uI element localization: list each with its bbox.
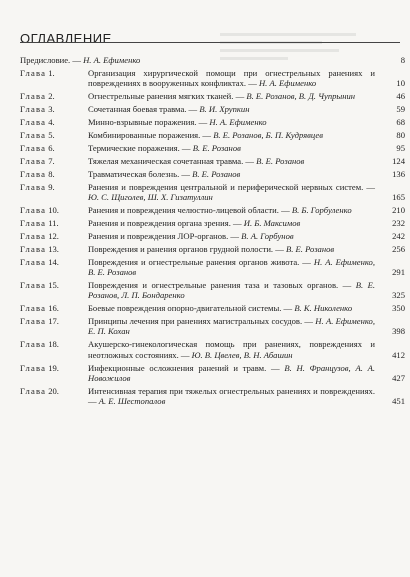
chapter-label	[20, 386, 88, 407]
chapter-label	[20, 231, 88, 241]
entry-title-text: Комбинированные поражения. —	[88, 129, 212, 140]
chapter-label	[20, 339, 88, 360]
entry-title-text: Тяжелая механическая сочетанная травма. —	[88, 155, 254, 166]
chapter-label	[20, 169, 88, 179]
chapter-word: Глава	[20, 256, 47, 267]
entry-author: В. И. Хрупкин	[199, 104, 250, 115]
chapter-word: Глава	[20, 316, 47, 327]
chapter-word: Глава	[20, 204, 47, 215]
toc-entry-chapter[interactable]	[20, 182, 405, 203]
entry-title	[20, 55, 383, 65]
entry-title-text: Принципы лечения при ранениях магистральных сосудов. —	[88, 316, 313, 327]
chapter-number: 7.	[48, 155, 55, 166]
chapter-number: 20.	[48, 385, 59, 396]
entry-page-number: 136	[392, 168, 405, 179]
entry-title-text: Ранения и повреждения органа зрения. —	[88, 217, 242, 228]
toc-entry-chapter[interactable]	[20, 104, 405, 114]
chapter-label	[20, 130, 88, 140]
toc-entry-chapter[interactable]	[20, 68, 405, 89]
chapter-word: Глава	[20, 104, 47, 115]
chapter-number: 1.	[48, 67, 55, 78]
chapter-number: 16.	[48, 303, 59, 314]
chapter-word: Глава	[20, 168, 47, 179]
entry-author: В. Е. Розанов, Б. П. Кудрявцев	[213, 129, 323, 140]
toc-entry-chapter[interactable]	[20, 386, 405, 407]
entry-title-text: Организация хирургической помощи при огнестрельных ранениях и повреждениях в вооруженных конфликтах. —	[88, 67, 375, 89]
entry-page-number: 427	[392, 373, 405, 384]
entry-page-number: 10	[396, 78, 405, 89]
entry-page-number: 291	[392, 266, 405, 277]
chapter-label	[20, 257, 88, 278]
chapter-word: Глава	[20, 279, 47, 290]
entry-title-text: Боевые повреждения опорно-двигательной системы. —	[88, 303, 293, 314]
entry-title	[88, 257, 383, 278]
entry-title	[88, 91, 383, 101]
entry-title-text: Ранения и повреждения ЛОР-органов. —	[88, 230, 239, 241]
entry-page-number: 412	[392, 349, 405, 360]
chapter-number: 9.	[48, 181, 55, 192]
chapter-number: 15.	[48, 279, 59, 290]
chapter-word: Глава	[20, 142, 47, 153]
entry-title-text: Инфекционные осложнения ранений и травм. —	[88, 362, 280, 373]
chapter-label	[20, 182, 88, 203]
entry-author: В. Б. Горбуленко	[291, 204, 352, 215]
chapter-number: 11.	[48, 217, 59, 228]
chapter-label	[20, 156, 88, 166]
entry-author: В. К. Николенко	[294, 303, 353, 314]
entry-title	[88, 182, 383, 203]
entry-title	[88, 244, 383, 254]
entry-title-text: Повреждения и ранения органов грудной полости. —	[88, 243, 284, 254]
toc-entry-chapter[interactable]	[20, 303, 405, 313]
chapter-label	[20, 280, 88, 301]
chapter-label	[20, 143, 88, 153]
chapter-number: 19.	[48, 362, 59, 373]
entry-author: И. Б. Максимов	[243, 217, 301, 228]
entry-title-text: Акушерско-гинекологическая помощь при ранениях, повреждениях и неотложных состояниях. —	[88, 339, 375, 360]
entry-page-number: 256	[392, 243, 405, 254]
entry-title-text: Минно-взрывные поражения. —	[88, 117, 208, 128]
entry-author: В. Е. Розанов, Л. П. Бондаренко	[88, 279, 375, 301]
chapter-word: Глава	[20, 385, 47, 396]
entry-author: В. Е. Розанов	[192, 142, 241, 153]
table-of-contents	[20, 55, 405, 409]
entry-page-number: 46	[396, 91, 405, 102]
entry-title	[88, 316, 383, 337]
entry-page-number: 232	[392, 217, 405, 228]
toc-entry-chapter[interactable]	[20, 231, 405, 241]
chapter-number: 6.	[48, 142, 55, 153]
entry-author: Н. А. Ефименко	[83, 55, 141, 65]
entry-title-text: Огнестрельные ранения мягких тканей. —	[88, 91, 245, 102]
entry-title	[88, 303, 383, 313]
toc-entry-chapter[interactable]	[20, 280, 405, 301]
entry-title	[88, 231, 383, 241]
chapter-word: Глава	[20, 129, 47, 140]
entry-title	[88, 218, 383, 228]
entry-title	[88, 205, 383, 215]
toc-entry-chapter[interactable]	[20, 169, 405, 179]
chapter-label	[20, 205, 88, 215]
chapter-word: Глава	[20, 181, 47, 192]
chapter-word: Глава	[20, 217, 47, 228]
chapter-label	[20, 117, 88, 127]
entry-author: А. Е. Шестопалов	[98, 396, 166, 407]
chapter-number: 5.	[48, 129, 55, 140]
entry-page-number: 325	[392, 290, 405, 301]
entry-title-text: Термические поражения. —	[88, 142, 191, 153]
entry-author: В. Е. Розанов, В. Д. Чупрынин	[246, 91, 356, 102]
chapter-label	[20, 104, 88, 114]
entry-title-text: Предисловие. —	[20, 55, 81, 65]
chapter-word: Глава	[20, 230, 47, 241]
chapter-number: 18.	[48, 339, 59, 350]
entry-author: Н. А. Ефименко	[209, 117, 267, 128]
entry-page-number: 95	[396, 142, 405, 153]
chapter-label	[20, 68, 88, 89]
entry-title	[88, 156, 383, 166]
entry-author: Н. А. Ефименко, В. Е. Розанов	[88, 256, 376, 277]
entry-title	[88, 130, 383, 140]
chapter-number: 2.	[48, 91, 55, 102]
chapter-label	[20, 218, 88, 228]
chapter-word: Глава	[20, 67, 47, 78]
entry-page-number: 242	[392, 230, 405, 241]
toc-entry-chapter[interactable]	[20, 156, 405, 166]
chapter-word: Глава	[20, 303, 47, 314]
entry-page-number: 165	[392, 191, 405, 202]
entry-title-text: Ранения и повреждения центральной и периферической нервных систем. —	[88, 181, 375, 192]
toc-entry-chapter[interactable]	[20, 257, 405, 278]
toc-entry-chapter[interactable]	[20, 143, 405, 153]
entry-author: Ю. С. Щиголев, Ш. Х. Гизатуллин	[88, 191, 213, 202]
entry-page-number: 398	[392, 326, 405, 337]
entry-author: В. Н. Французов, А. А. Новожилов	[88, 362, 375, 384]
toc-entry-chapter[interactable]	[20, 91, 405, 101]
chapter-number: 17.	[48, 316, 59, 327]
chapter-word: Глава	[20, 155, 47, 166]
entry-page-number: 124	[392, 155, 405, 166]
toc-entry-chapter[interactable]	[20, 130, 405, 140]
entry-title-text: Травматическая болезнь. —	[88, 168, 190, 179]
entry-page-number: 8	[400, 55, 405, 65]
chapter-word: Глава	[20, 362, 47, 373]
entry-author: В. Е. Розанов	[285, 243, 335, 254]
entry-page-number: 68	[396, 117, 405, 128]
entry-title	[88, 68, 383, 89]
entry-title-text: Повреждения и огнестрельные ранения органов живота. —	[88, 256, 311, 267]
toc-entry-chapter[interactable]	[20, 363, 405, 384]
chapter-number: 13.	[48, 243, 59, 254]
chapter-word: Глава	[20, 117, 47, 128]
entry-page-number: 80	[396, 129, 405, 140]
entry-author: Н. А. Ефименко, Е. П. Кохан	[88, 316, 375, 337]
chapter-number: 4.	[48, 117, 55, 128]
entry-title	[88, 280, 383, 301]
chapter-number: 10.	[48, 204, 59, 215]
chapter-word: Глава	[20, 339, 47, 350]
chapter-number: 14.	[48, 256, 59, 267]
chapter-number: 8.	[48, 168, 55, 179]
toc-entry-chapter[interactable]	[20, 218, 405, 228]
toc-entry-chapter[interactable]	[20, 339, 405, 360]
chapter-label	[20, 91, 88, 101]
entry-title	[88, 363, 383, 384]
entry-page-number: 350	[392, 303, 405, 314]
entry-title	[88, 104, 383, 114]
chapter-number: 3.	[48, 104, 55, 115]
entry-title	[88, 386, 383, 407]
entry-title-text: Повреждения и огнестрельные ранения таза и тазовых органов. —	[88, 279, 352, 290]
entry-title-text: Сочетанная боевая травма. —	[88, 104, 198, 115]
entry-title	[88, 143, 383, 153]
entry-author: В. Е. Розанов	[256, 155, 305, 166]
entry-author: В. Е. Розанов	[192, 168, 241, 179]
entry-page-number: 451	[392, 396, 405, 407]
chapter-label	[20, 244, 88, 254]
entry-author: Н. А. Ефименко	[258, 78, 317, 89]
entry-title	[88, 117, 383, 127]
entry-title	[88, 339, 383, 360]
chapter-label	[20, 363, 88, 384]
toc-entry-chapter[interactable]	[20, 244, 405, 254]
toc-entry-chapter[interactable]	[20, 205, 405, 215]
chapter-label	[20, 316, 88, 337]
chapter-word: Глава	[20, 91, 47, 102]
entry-title	[88, 169, 383, 179]
entry-page-number: 210	[392, 204, 405, 215]
toc-entry-preface[interactable]	[20, 55, 405, 65]
entry-title-text: Интенсивная терапия при тяжелых огнестрельных ранениях и повреждениях. —	[88, 385, 375, 407]
entry-title-text: Ранения и повреждения челюстно-лицевой области. —	[88, 204, 290, 215]
toc-heading: ОГЛАВЛЕНИЕ	[20, 30, 112, 46]
entry-author: Ю. В. Цвелев, В. Н. Абашин	[191, 349, 293, 360]
chapter-label	[20, 303, 88, 313]
chapter-word: Глава	[20, 243, 47, 254]
toc-entry-chapter[interactable]	[20, 316, 405, 337]
entry-author: В. А. Горбунов	[241, 230, 294, 241]
chapter-number: 12.	[48, 230, 59, 241]
heading-rule	[20, 42, 400, 43]
entry-page-number: 59	[396, 104, 405, 115]
toc-entry-chapter[interactable]	[20, 117, 405, 127]
